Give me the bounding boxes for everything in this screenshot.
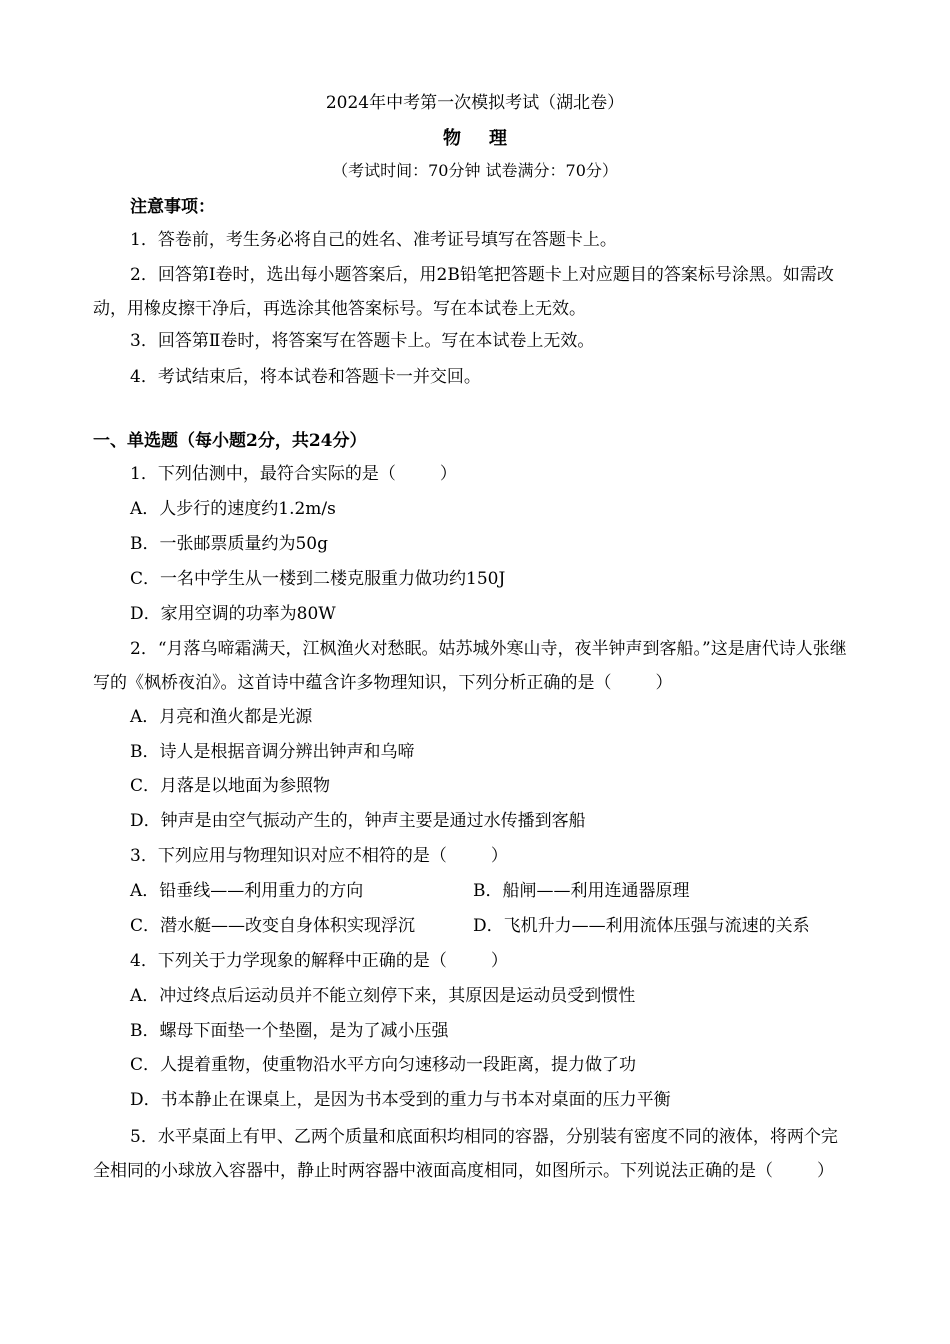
question-stem <box>93 1120 853 1188</box>
option-d: D．家用空调的功率为80W <box>130 604 336 624</box>
section-heading: 一、单选题（每小题2分，共24分） <box>93 431 367 451</box>
option-a: A．铅垂线——利用重力的方向 <box>130 881 364 901</box>
exam-title: 2024年中考第一次模拟考试（湖北卷） <box>325 93 625 113</box>
option-c: C．一名中学生从一楼到二楼克服重力做功约150J <box>130 569 506 589</box>
question-stem <box>130 463 457 485</box>
option-a: A．人步行的速度约1.2m/s <box>130 499 336 519</box>
question-stem-text: 4．下列关于力学现象的解释中正确的是（ <box>130 951 447 971</box>
subject-char-left: 物 <box>443 128 461 149</box>
option-d: D．钟声是由空气振动产生的，钟声主要是通过水传播到客船 <box>130 811 586 831</box>
option-c: C．人提着重物，使重物沿水平方向匀速移动一段距离，提力做了功 <box>130 1055 637 1075</box>
question-stem-end: ） <box>439 464 457 484</box>
question-stem-text: 5．水平桌面上有甲、乙两个质量和底面积均相同的容器，分别装有密度不同的液体，将两个完全相同的小球放入容器中，静止时两容器中液面高度相同，如图所示。下列说法正确的是（ <box>93 1127 838 1181</box>
option-b: B．一张邮票质量约为50g <box>130 534 329 554</box>
question-stem-end: ） <box>817 1161 834 1181</box>
option-c: C．月落是以地面为参照物 <box>130 776 331 796</box>
question-stem-text: 2．“月落乌啼霜满天，江枫渔火对愁眠。姑苏城外寒山寺，夜半钟声到客船。”这是唐代诗人张继写的《枫桥夜泊》。这首诗中蕴含许多物理知识，下列分析正确的是（ <box>93 639 847 693</box>
option-c: C．潜水艇——改变自身体积实现浮沉 <box>130 916 416 936</box>
question-stem-text: 3．下列应用与物理知识对应不相符的是（ <box>130 846 447 866</box>
option-b: B．螺母下面垫一个垫圈，是为了减小压强 <box>130 1021 449 1041</box>
question-stem-end: ） <box>655 673 673 693</box>
note-item: 4．考试结束后，将本试卷和答题卡一并交回。 <box>130 367 481 387</box>
notes-heading: 注意事项： <box>130 197 215 217</box>
question-stem-end: ） <box>490 846 508 866</box>
question-stem <box>130 845 508 867</box>
option-b: B．船闸——利用连通器原理 <box>473 881 690 901</box>
exam-meta: （考试时间：70分钟 试卷满分：70分） <box>332 161 618 180</box>
subject-char-right: 理 <box>489 128 507 149</box>
question-stem-text: 1．下列估测中，最符合实际的是（ <box>130 464 396 484</box>
option-a: A．月亮和渔火都是光源 <box>130 707 313 727</box>
option-a: A．冲过终点后运动员并不能立刻停下来，其原因是运动员受到惯性 <box>130 986 636 1006</box>
note-item: 2．回答第Ⅰ卷时，选出每小题答案后，用2B铅笔把答题卡上对应题目的答案标号涂黑。如需改动，用橡皮擦干净后，再选涂其他答案标号。写在本试卷上无效。 <box>93 265 834 319</box>
note-item: 1．答卷前，考生务必将自己的姓名、准考证号填写在答题卡上。 <box>130 230 617 250</box>
subject-title <box>0 128 950 150</box>
option-b: B．诗人是根据音调分辨出钟声和乌啼 <box>130 742 415 762</box>
note-item: 3．回答第Ⅱ卷时，将答案写在答题卡上。写在本试卷上无效。 <box>130 331 595 351</box>
question-stem <box>93 632 853 700</box>
question-stem <box>130 950 508 972</box>
option-d: D．飞机升力——利用流体压强与流速的关系 <box>473 916 810 936</box>
option-d: D．书本静止在课桌上，是因为书本受到的重力与书本对桌面的压力平衡 <box>130 1090 671 1110</box>
question-stem-end: ） <box>490 951 508 971</box>
